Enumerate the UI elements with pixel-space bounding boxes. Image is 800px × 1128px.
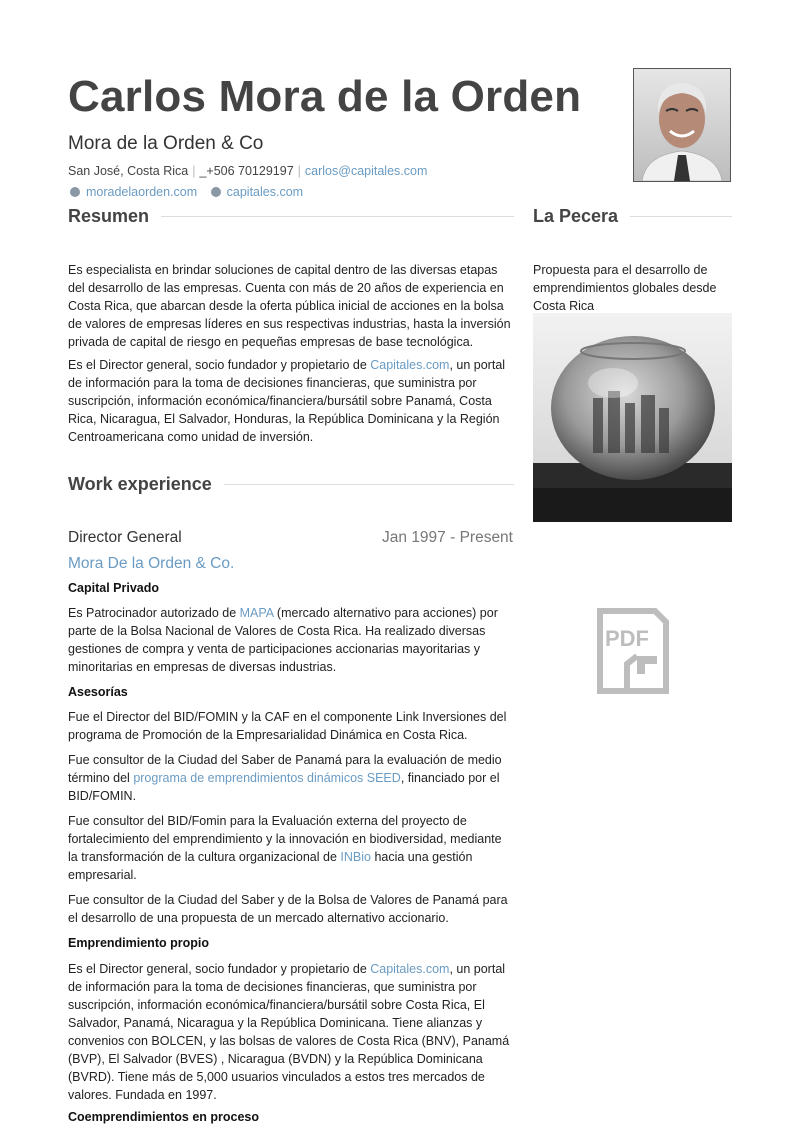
experience-paragraph: Es el Director general, socio fundador y propietario de Capitales.com, un portal de información para la toma de decisiones financieras, que suministra por suscripción, información económica/financiera/bursátil sobre Costa Rica, El Salvador, Panamá, Nicaragua y la República Dominicana. Tiene alianzas y convenios con BOLCEN, y las bolsas de valores de Costa Rica (BNV), Panamá (BVP), El Salvador (BVES) , Nicaragua (BVDN) y la República Dominicana (BVRD). Tiene más de 5,000 usuarios vinculados a estos tres mercados de valores. Fundada en 1997.: [68, 962, 510, 1102]
current-company: Mora de la Orden & Co: [68, 133, 264, 154]
capitales-link[interactable]: Capitales.com: [370, 962, 450, 976]
capitales-link[interactable]: Capitales.com: [370, 358, 450, 372]
pdf-label: PDF: [605, 626, 649, 651]
project-description: Propuesta para el desarrollo de emprendimientos globales desde Costa Rica: [533, 263, 717, 313]
subsection-heading: Emprendimiento propio: [68, 936, 209, 950]
pdf-download-link[interactable]: [597, 608, 669, 694]
phone: _+506 70129197: [199, 164, 294, 178]
subsection-heading: Coemprendimientos en proceso: [68, 1110, 260, 1124]
experience-paragraph: Fue consultor de la Ciudad del Saber de Panamá para la evaluación de medio término del programa de emprendimientos dinámicos SEED, financiado por el BID/FOMIN.: [68, 753, 502, 803]
mapa-link[interactable]: MAPA: [239, 606, 274, 620]
profile-photo: [633, 68, 731, 182]
summary-paragraph: Es especialista en brindar soluciones de capital dentro de las diversas etapas del desarrollo de las empresas. Cuenta con más de 20 años de experiencia en Costa Rica, que abarcan desde la oferta pública inicial de acciones en la bolsa de valores de empresas líderes en sus respectivas industrias, hasta la inversión privada de capital de riesgo en pequeñas empresas de base tecnológica.: [68, 263, 511, 349]
globe-icon: [70, 187, 80, 197]
divider: [224, 484, 514, 485]
subsection-heading: Capital Privado: [68, 581, 159, 595]
job-title: Director General: [68, 529, 182, 546]
website-link[interactable]: capitales.com: [226, 185, 304, 199]
experience-paragraph: Fue el Director del BID/FOMIN y la CAF en el componente Link Inversiones del programa de Promoción de la Empresarialidad Dinámica en Costa Rica.: [68, 710, 507, 742]
contact-line: San José, Costa Rica | _+506 70129197 | carlos@capitales.com: [68, 164, 428, 178]
summary-paragraph: Es el Director general, socio fundador y propietario de Capitales.com, un portal de información para la toma de decisiones financieras, que suministra por suscripción, información económica/financiera/bursátil sobre Panamá, Costa Rica, Nicaragua, El Salvador, Honduras, la República Dominicana y la Región Centroamericana como unidad de inversión.: [68, 358, 506, 444]
divider: [630, 216, 732, 217]
job-company-link[interactable]: Mora De la Orden & Co.: [68, 555, 235, 572]
experience-paragraph: Es Patrocinador autorizado de MAPA (mercado alternativo para acciones) por parte de la Bolsa Nacional de Valores de Costa Rica. Ha realizado diversas gestiones de compra y venta de participaciones accionarias mayoritarias y minoritarias en empresas de diversas industrias.: [68, 606, 498, 674]
globe-icon: [211, 187, 221, 197]
project-image[interactable]: [533, 313, 732, 522]
location: San José, Costa Rica: [68, 164, 189, 178]
divider: [161, 216, 514, 217]
job-dates: Jan 1997 - Present: [382, 529, 513, 546]
sidebar-section-header: [533, 206, 732, 227]
pdf-icon: [597, 608, 669, 694]
candidate-name: Carlos Mora de la Orden: [68, 72, 582, 121]
experience-section-header: [68, 474, 514, 495]
experience-paragraph: Fue consultor de la Ciudad del Saber y de la Bolsa de Valores de Panamá para el desarrollo de una propuesta de un mercado alternativo accionario.: [68, 893, 508, 925]
experience-heading: Work experience: [68, 474, 212, 494]
subsection-heading: Asesorías: [68, 685, 128, 699]
experience-paragraph: Fue consultor del BID/Fomin para la Evaluación externa del proyecto de fortalecimiento del emprendimiento y la innovación en biodiversidad, mediante la transformación de la cultura organizacional de INBio hacia una gestión empresarial.: [68, 814, 502, 882]
summary-heading: Resumen: [68, 206, 150, 226]
websites: [68, 185, 303, 199]
email-link[interactable]: carlos@capitales.com: [304, 164, 428, 178]
website-link[interactable]: moradelaorden.com: [86, 185, 198, 199]
summary-section-header: [68, 206, 514, 227]
sidebar-heading: La Pecera: [533, 206, 619, 226]
inbio-link[interactable]: INBio: [340, 850, 371, 864]
seed-program-link[interactable]: programa de emprendimientos dinámicos SEED: [133, 771, 401, 785]
